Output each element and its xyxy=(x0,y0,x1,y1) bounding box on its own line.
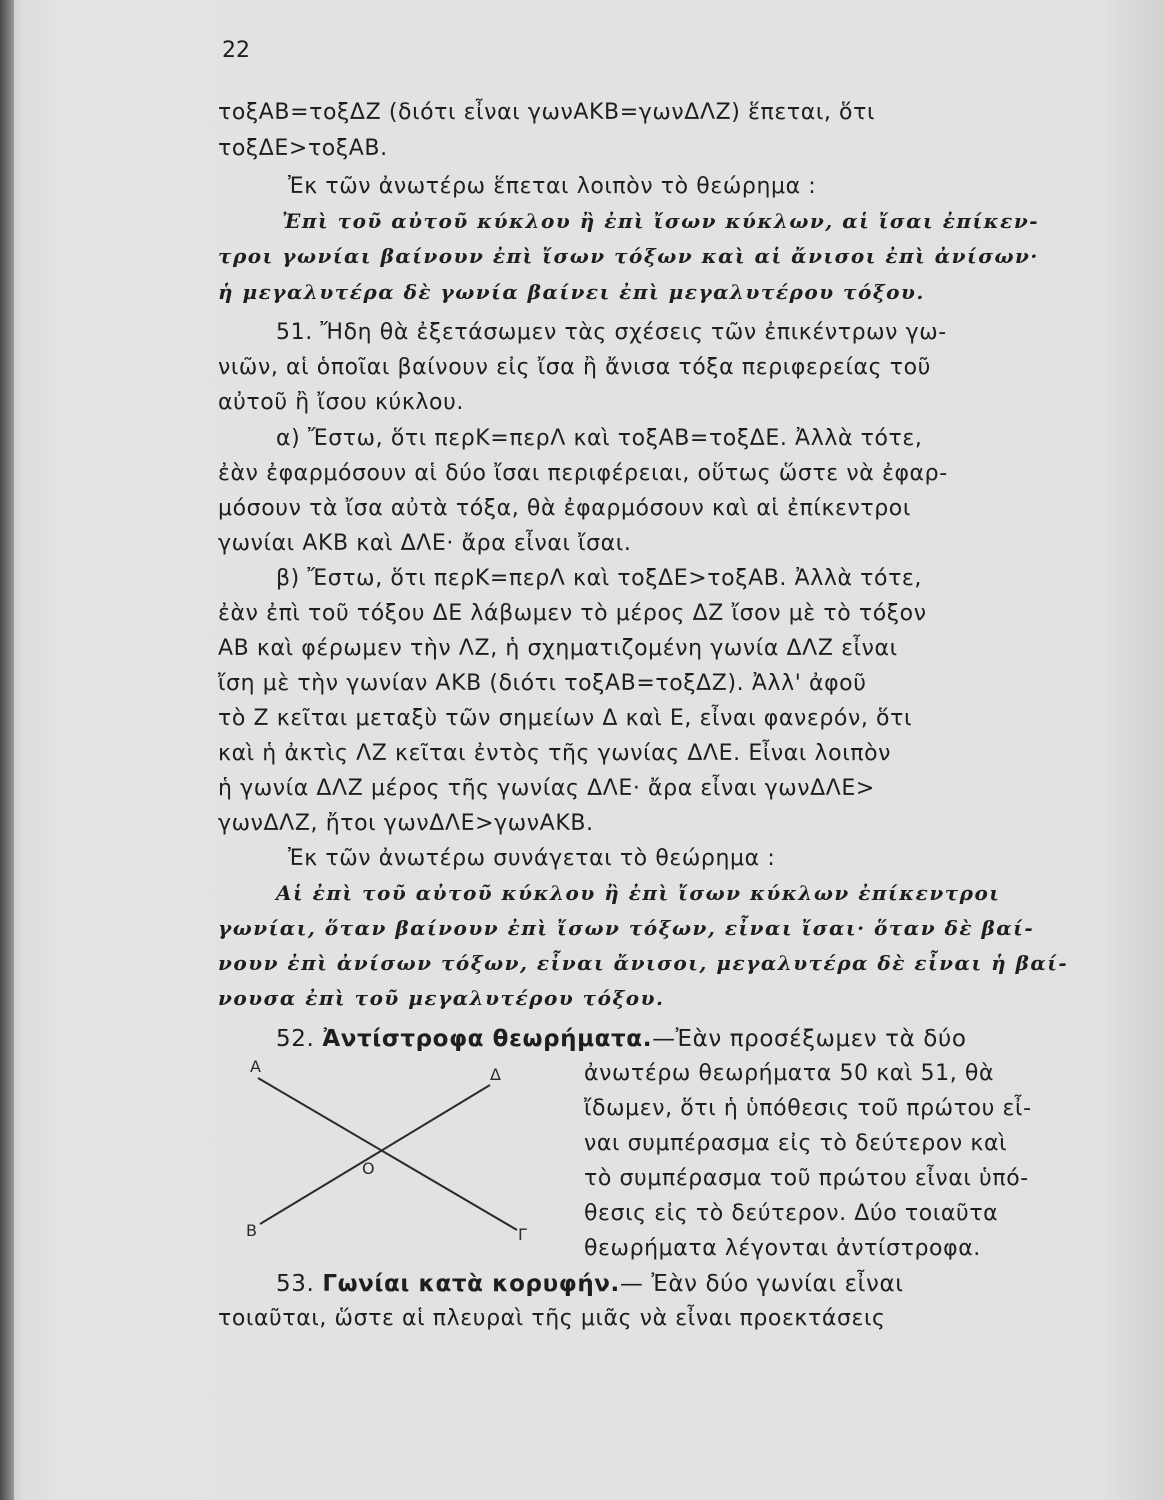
section-number: 53. xyxy=(276,1271,315,1297)
page-number: 22 xyxy=(222,38,250,63)
text-line: τοξΔΕ>τοξΑΒ. xyxy=(218,136,388,161)
line-DB xyxy=(260,1085,490,1224)
text-line: ΑΒ καὶ φέρωμεν τὴν ΛΖ, ἡ σχηματιζομένη γωνία ΔΛΖ εἶναι xyxy=(218,636,898,661)
theorem-line: νουσα ἐπὶ τοῦ μεγαλυτέρου τόξου. xyxy=(218,986,665,1010)
label-B: Β xyxy=(246,1221,257,1240)
vertical-angles-figure xyxy=(240,1050,540,1250)
text-line: β) Ἔστω, ὅτι περΚ=περΛ καὶ τοξΔΕ>τοξΑΒ. Ἀλλὰ τότε, xyxy=(276,566,923,591)
text-line: Ἐκ τῶν ἀνωτέρω συνάγεται τὸ θεώρημα : xyxy=(288,846,776,871)
text-line: τοιαῦται, ὥστε αἱ πλευραὶ τῆς μιᾶς νὰ εἶναι προεκτάσεις xyxy=(218,1306,886,1331)
section-title: Γωνίαι κατὰ κορυφήν. xyxy=(322,1271,620,1297)
text-line: ἴδωμεν, ὅτι ἡ ὑπόθεσις τοῦ πρώτου εἶ- xyxy=(584,1096,1032,1121)
theorem-line: νουν ἐπὶ ἀνίσων τόξων, εἶναι ἄνισοι, μεγαλυτέρα δὲ εἶναι ἡ βαί- xyxy=(218,951,1069,975)
text-line: ἀνωτέρω θεωρήματα 50 καὶ 51, θὰ xyxy=(584,1061,995,1086)
text-line: ἐὰν ἐφαρμόσουν αἱ δύο ἴσαι περιφέρειαι, οὕτως ὥστε νὰ ἐφαρ- xyxy=(218,461,948,486)
text-line: καὶ ἡ ἀκτὶς ΛΖ κεῖται ἐντὸς τῆς γωνίας ΔΛΕ. Εἶναι λοιπὸν xyxy=(218,741,892,766)
text-line: ἴση μὲ τὴν γωνίαν ΑΚΒ (διότι τοξΑΒ=τοξΔΖ). Ἀλλ' ἀφοῦ xyxy=(218,671,867,696)
section-number: 52. xyxy=(276,1026,315,1052)
text-line: ναι συμπέρασμα εἰς τὸ δεύτερον καὶ xyxy=(584,1131,1008,1156)
text-line: ἐὰν ἐπὶ τοῦ τόξου ΔΕ λάβωμεν τὸ μέρος ΔΖ ἴσον μὲ τὸ τόξον xyxy=(218,601,927,626)
text-line: γωνίαι ΑΚΒ καὶ ΔΛΕ· ἄρα εἶναι ἴσαι. xyxy=(218,531,632,556)
text-line: νιῶν, αἱ ὁποῖαι βαίνουν εἰς ἴσα ἢ ἄνισα τόξα περιφερείας τοῦ xyxy=(218,355,931,380)
line-AG xyxy=(258,1078,517,1230)
text-line: τὸ συμπέρασμα τοῦ πρώτου εἶναι ὑπό- xyxy=(584,1166,1029,1191)
theorem-line: Ἐπὶ τοῦ αὐτοῦ κύκλου ἢ ἐπὶ ἴσων κύκλων, αἱ ἴσαι ἐπίκεν- xyxy=(282,209,1039,233)
label-O: Ο xyxy=(362,1159,375,1178)
text-line: γωνΔΛΖ, ἤτοι γωνΔΛΕ>γωνΑΚΒ. xyxy=(218,811,594,836)
text-line: τὸ Ζ κεῖται μεταξὺ τῶν σημείων Δ καὶ Ε, εἶναι φανερόν, ὅτι xyxy=(218,706,912,731)
text-line: αὐτοῦ ἢ ἴσου κύκλου. xyxy=(218,390,465,415)
theorem-line: τροι γωνίαι βαίνουν ἐπὶ ἴσων τόξων καὶ αἱ ἄνισοι ἐπὶ ἀνίσων· xyxy=(218,244,1039,268)
section-title: Ἀντίστροφα θεωρήματα. xyxy=(322,1026,653,1052)
section-52 xyxy=(276,1026,967,1052)
text-line: θεωρήματα λέγονται ἀντίστροφα. xyxy=(584,1236,981,1261)
text-span: — Ἐὰν δύο γωνίαι εἶναι xyxy=(619,1271,904,1297)
label-G: Γ xyxy=(518,1225,527,1244)
label-D: Δ xyxy=(490,1065,501,1084)
text-span: —Ἐὰν προσέξωμεν τὰ δύο xyxy=(652,1026,967,1052)
section-51 xyxy=(276,320,947,345)
text-line: Ἐκ τῶν ἀνωτέρω ἕπεται λοιπὸν τὸ θεώρημα : xyxy=(288,174,817,199)
text-line: τοξΑΒ=τοξΔΖ (διότι εἶναι γωνΑΚΒ=γωνΔΛΖ) ἕπεται, ὅτι xyxy=(218,100,875,125)
theorem-line: ἡ μεγαλυτέρα δὲ γωνία βαίνει ἐπὶ μεγαλυτέρου τόξου. xyxy=(218,280,925,304)
text-line: μόσουν τὰ ἴσα αὐτὰ τόξα, θὰ ἐφαρμόσουν καὶ αἱ ἐπίκεντροι xyxy=(218,496,911,521)
theorem-line: Αἱ ἐπὶ τοῦ αὐτοῦ κύκλου ἢ ἐπὶ ἴσων κύκλων ἐπίκεντροι xyxy=(276,881,1001,905)
label-A: Α xyxy=(250,1057,261,1076)
section-number: 51. xyxy=(276,320,313,345)
theorem-line: γωνίαι, ὅταν βαίνουν ἐπὶ ἴσων τόξων, εἶναι ἴσαι· ὅταν δὲ βαί- xyxy=(218,916,1035,940)
text-line: α) Ἔστω, ὅτι περΚ=περΛ καὶ τοξΑΒ=τοξΔΕ. Ἀλλὰ τότε, xyxy=(276,426,923,451)
text-line: ἡ γωνία ΔΛΖ μέρος τῆς γωνίας ΔΛΕ· ἄρα εἶναι γωνΔΛΕ> xyxy=(218,776,875,801)
text-span: Ἤδη θὰ ἐξετάσωμεν τὰς σχέσεις τῶν ἐπικέντρων γω- xyxy=(320,320,947,345)
section-53 xyxy=(276,1271,904,1297)
binding-edge xyxy=(0,0,14,1500)
text-line: θεσις εἰς τὸ δεύτερον. Δύο τοιαῦτα xyxy=(584,1201,999,1226)
